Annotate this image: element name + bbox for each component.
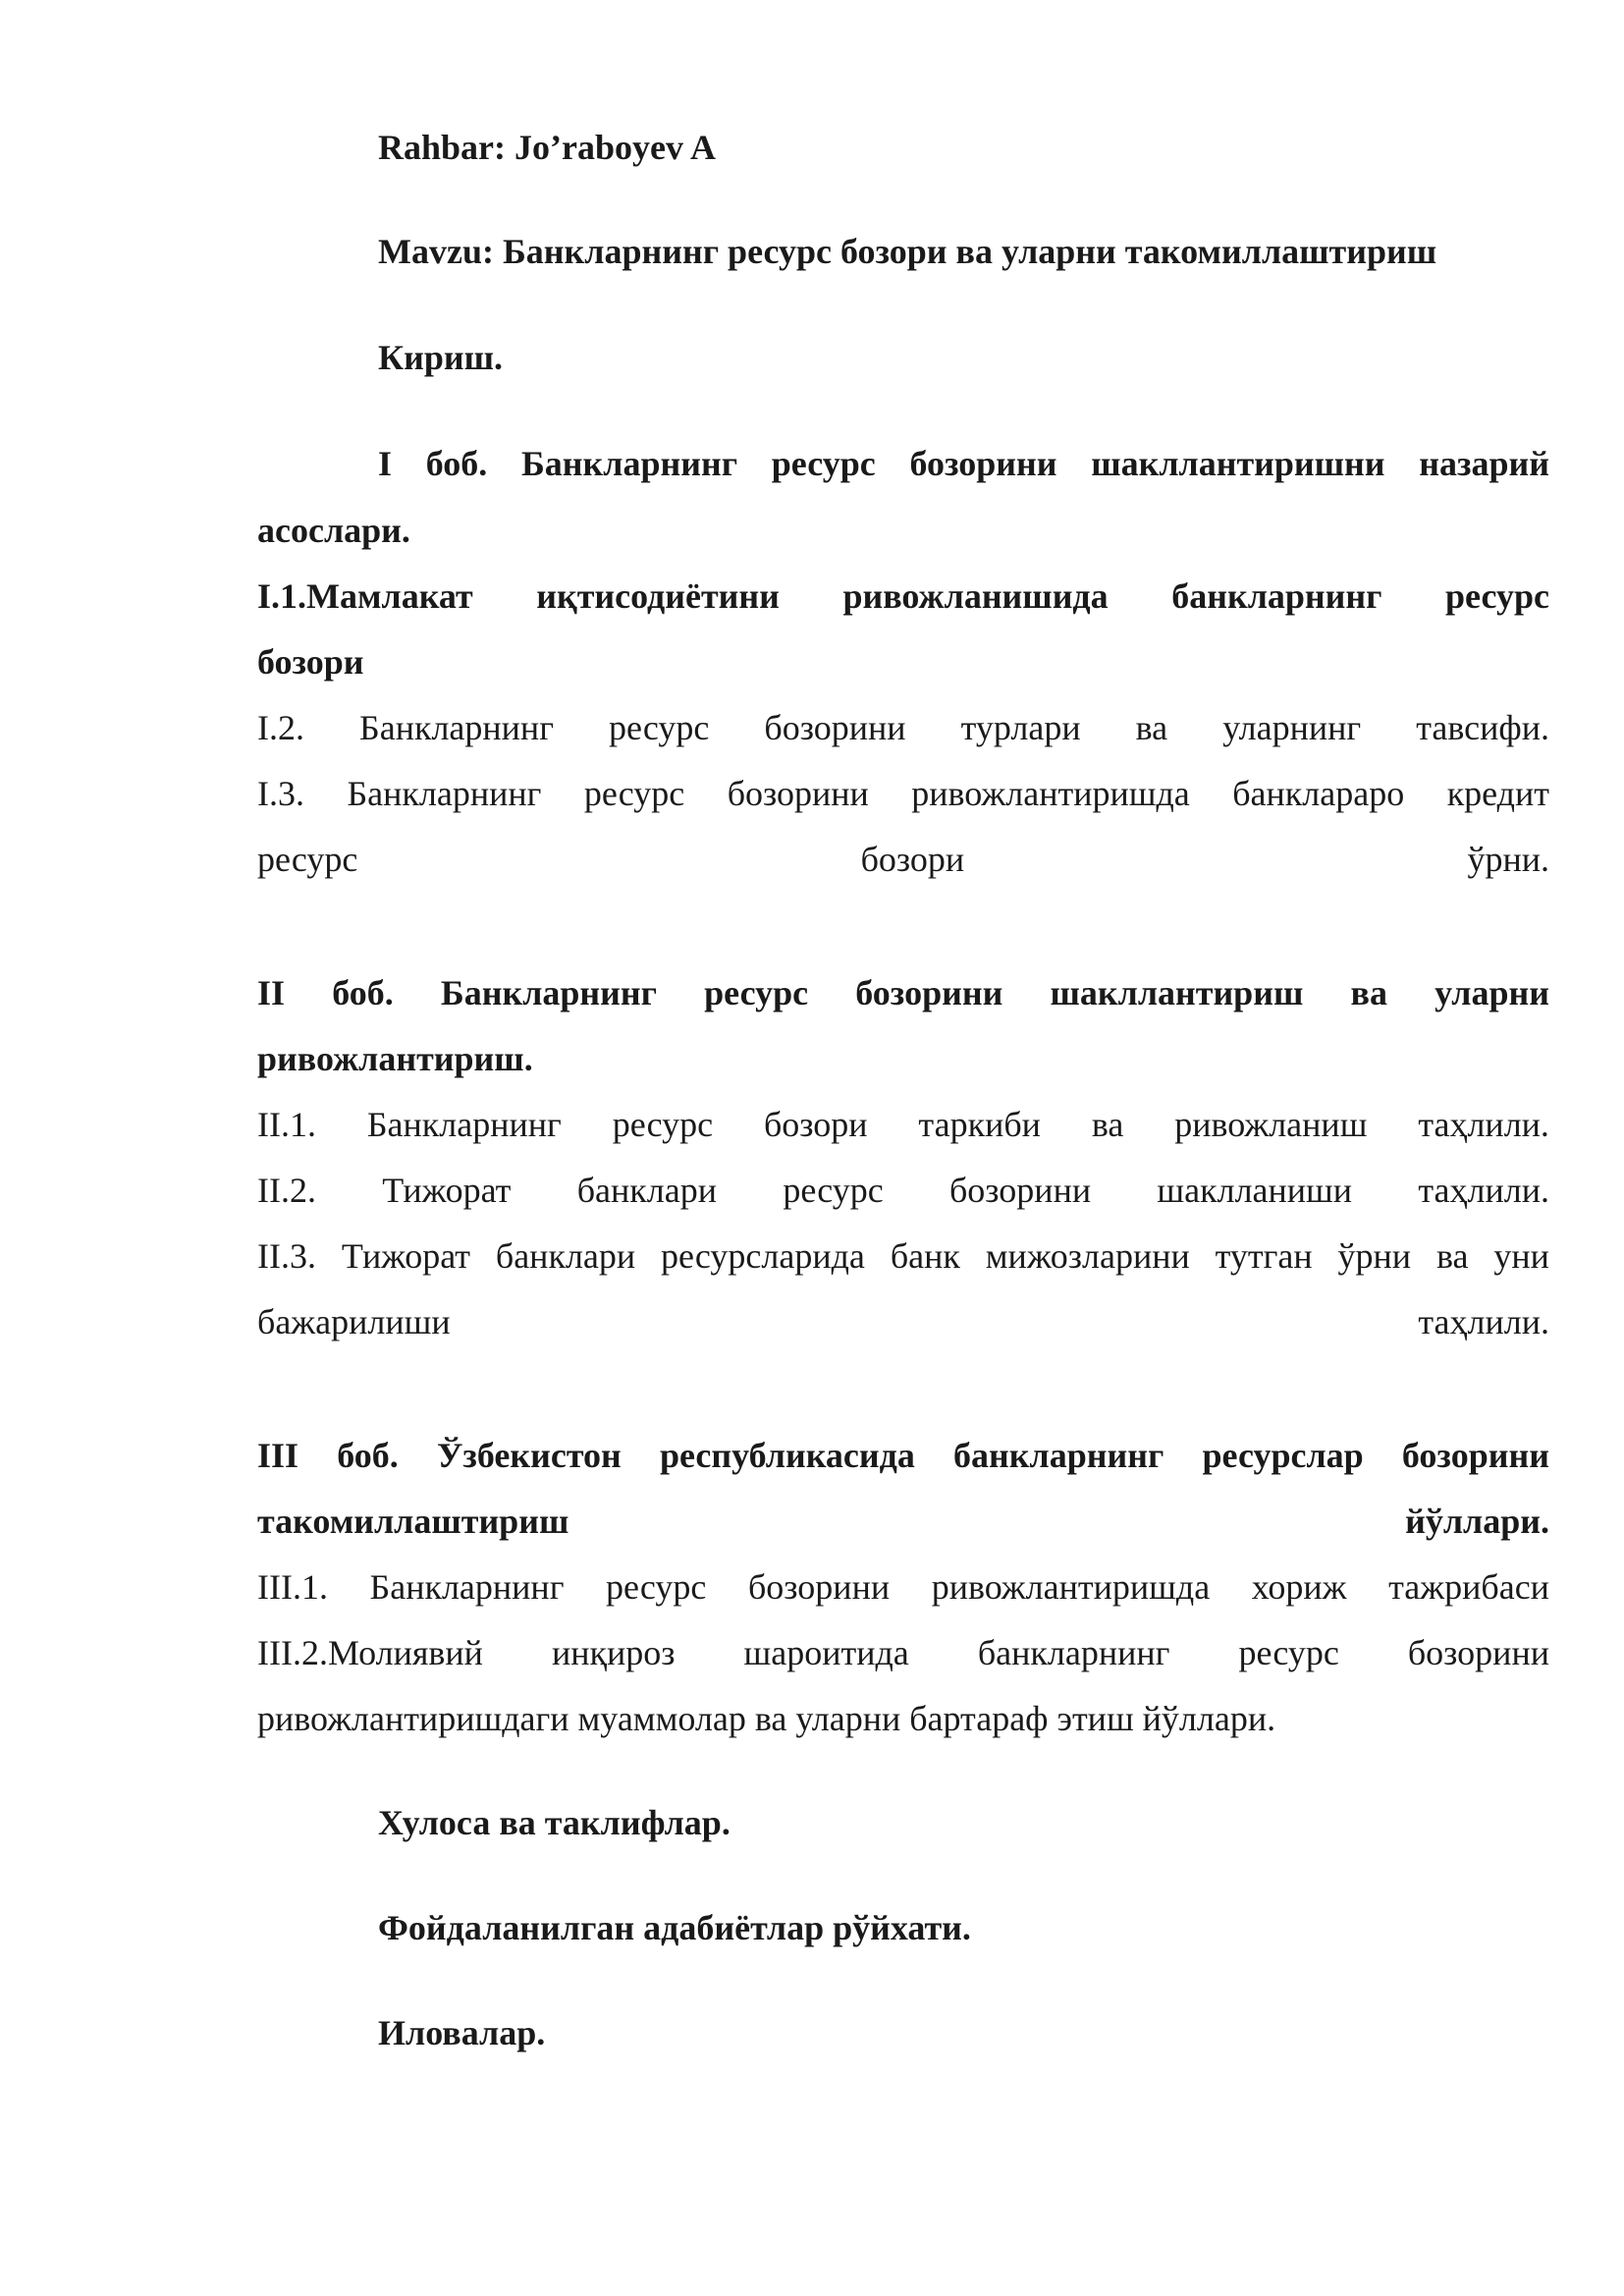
- word: турлари: [960, 708, 1081, 747]
- topic-label: Mavzu:: [378, 232, 494, 271]
- word: тажрибаси: [1388, 1567, 1549, 1607]
- word: ресурс: [606, 1567, 707, 1607]
- word: I.2.: [257, 708, 304, 747]
- word: ўрни.: [1467, 840, 1549, 879]
- word: бозори: [763, 1105, 868, 1144]
- word: ресурс: [583, 774, 685, 813]
- word: Банкларнинг: [440, 973, 657, 1012]
- word: III.2.Молиявий: [257, 1633, 483, 1672]
- word: бозорини: [909, 444, 1057, 483]
- word: уларнинг: [1222, 708, 1362, 747]
- appendices-heading: Иловалар.: [378, 2013, 546, 2052]
- supervisor-line: [378, 126, 1549, 169]
- supervisor-label: Rahbar:: [378, 128, 507, 167]
- word: ресурсларида: [661, 1236, 865, 1276]
- word: банкларнинг: [977, 1633, 1170, 1672]
- word: хориж: [1251, 1567, 1347, 1607]
- word: шакллантириш: [1050, 973, 1304, 1012]
- word: ресурс: [612, 1105, 714, 1144]
- section-2-3-line2: [257, 1300, 1549, 1343]
- section-2-2-line: [257, 1169, 1549, 1212]
- word: бозорини: [948, 1171, 1092, 1210]
- word: II: [257, 973, 286, 1012]
- word: уларни: [1435, 973, 1549, 1012]
- word: II.3.: [257, 1236, 316, 1276]
- section-2-3-line1: [257, 1234, 1549, 1278]
- word: ва: [1350, 973, 1387, 1012]
- word: Банкларнинг: [359, 708, 554, 747]
- word: шароитида: [743, 1633, 909, 1672]
- word: уни: [1493, 1236, 1549, 1276]
- word: ва: [1091, 1105, 1124, 1144]
- word: ресурслар: [1202, 1436, 1364, 1475]
- word: ривожланиш: [1174, 1105, 1368, 1144]
- word: тутган: [1215, 1236, 1313, 1276]
- word: кредит: [1446, 774, 1549, 813]
- word: банклараро: [1232, 774, 1405, 813]
- word: боб.: [332, 973, 394, 1012]
- section-2-1-line: [257, 1103, 1549, 1146]
- topic-line: [378, 230, 1549, 273]
- chapter3-title-line2: [257, 1500, 1549, 1543]
- word: ресурс: [1238, 1633, 1339, 1672]
- word: II.2.: [257, 1171, 316, 1210]
- word: Тижорат: [341, 1236, 470, 1276]
- chapter3-title-line1: [257, 1434, 1549, 1477]
- word: ва: [1435, 1236, 1469, 1276]
- word: бажарилиши: [257, 1302, 451, 1341]
- word: шакллантиришни: [1091, 444, 1385, 483]
- section-1-1-line2: бозори: [257, 642, 364, 682]
- word: банклари: [495, 1236, 636, 1276]
- word: I: [378, 444, 393, 483]
- word: ривожлантиришда: [931, 1567, 1211, 1607]
- intro-heading: Кириш.: [378, 338, 504, 377]
- section-1-2-line: [257, 706, 1549, 749]
- word: Банкларнинг: [369, 1567, 565, 1607]
- word: Банкларнинг: [366, 1105, 562, 1144]
- section-1-1-line1: [257, 574, 1549, 618]
- word: банклари: [576, 1171, 717, 1210]
- word: бозори: [860, 840, 965, 879]
- word: банкларнинг: [953, 1436, 1164, 1475]
- word: инқироз: [551, 1633, 676, 1672]
- section-1-3-line1: [257, 772, 1549, 815]
- word: Банкларнинг: [347, 774, 542, 813]
- word: таркиби: [918, 1105, 1041, 1144]
- word: таҳлили.: [1418, 1105, 1549, 1144]
- section-1-3-line2: [257, 838, 1549, 881]
- word: Банкларнинг: [520, 444, 738, 483]
- word: III.1.: [257, 1567, 328, 1607]
- word: иқтисодиётини: [536, 576, 780, 616]
- supervisor-name: Jo’raboyev A: [514, 128, 716, 167]
- word: таҳлили.: [1418, 1171, 1549, 1210]
- word: республикасида: [659, 1436, 915, 1475]
- conclusion-heading: Хулоса ва таклифлар.: [378, 1803, 731, 1842]
- word: мижозларини: [985, 1236, 1190, 1276]
- word: боб.: [337, 1436, 399, 1475]
- section-3-2-line2: ривожлантиришдаги муаммолар ва уларни бартараф этиш йўллари.: [257, 1699, 1276, 1738]
- word: такомиллаштириш: [257, 1502, 569, 1541]
- word: тавсифи.: [1416, 708, 1549, 747]
- word: ресурс: [783, 1171, 884, 1210]
- word: бозорини: [1401, 1436, 1549, 1475]
- word: назарий: [1419, 444, 1549, 483]
- word: бозорини: [727, 774, 869, 813]
- word: боб.: [425, 444, 488, 483]
- section-3-1-line: [257, 1565, 1549, 1609]
- word: ривожлантиришда: [911, 774, 1190, 813]
- word: ва: [1135, 708, 1168, 747]
- topic-title: Банкларнинг ресурс бозори ва уларни такомиллаштириш: [502, 232, 1437, 271]
- word: II.1.: [257, 1105, 316, 1144]
- word: ресурс: [771, 444, 876, 483]
- section-3-2-line1: [257, 1631, 1549, 1674]
- word: Тижорат: [382, 1171, 512, 1210]
- word: I.1.Мамлакат: [257, 576, 473, 616]
- word: бозорини: [855, 973, 1003, 1012]
- word: ресурс: [704, 973, 809, 1012]
- word: ресурс: [1445, 576, 1549, 616]
- word: ривожланишида: [842, 576, 1109, 616]
- word: бозорини: [1407, 1633, 1549, 1672]
- references-heading: Фойдаланилган адабиётлар рўйхати.: [378, 1908, 971, 1947]
- word: бозорини: [764, 708, 906, 747]
- word: банкларнинг: [1171, 576, 1382, 616]
- chapter2-title-line2: ривожлантириш.: [257, 1039, 533, 1078]
- word: ресурс: [609, 708, 710, 747]
- word: банк: [890, 1236, 960, 1276]
- word: ресурс: [257, 840, 358, 879]
- word: таҳлили.: [1418, 1302, 1549, 1341]
- word: йўллари.: [1405, 1502, 1549, 1541]
- chapter2-title-line1: [257, 971, 1549, 1014]
- word: III: [257, 1436, 299, 1475]
- chapter1-title-line2: асослари.: [257, 511, 410, 550]
- word: шаклланиши: [1157, 1171, 1353, 1210]
- word: Ўзбекистон: [436, 1436, 622, 1475]
- word: ўрни: [1337, 1236, 1412, 1276]
- word: I.3.: [257, 774, 304, 813]
- chapter1-title-line1: [378, 442, 1549, 485]
- word: бозорини: [747, 1567, 891, 1607]
